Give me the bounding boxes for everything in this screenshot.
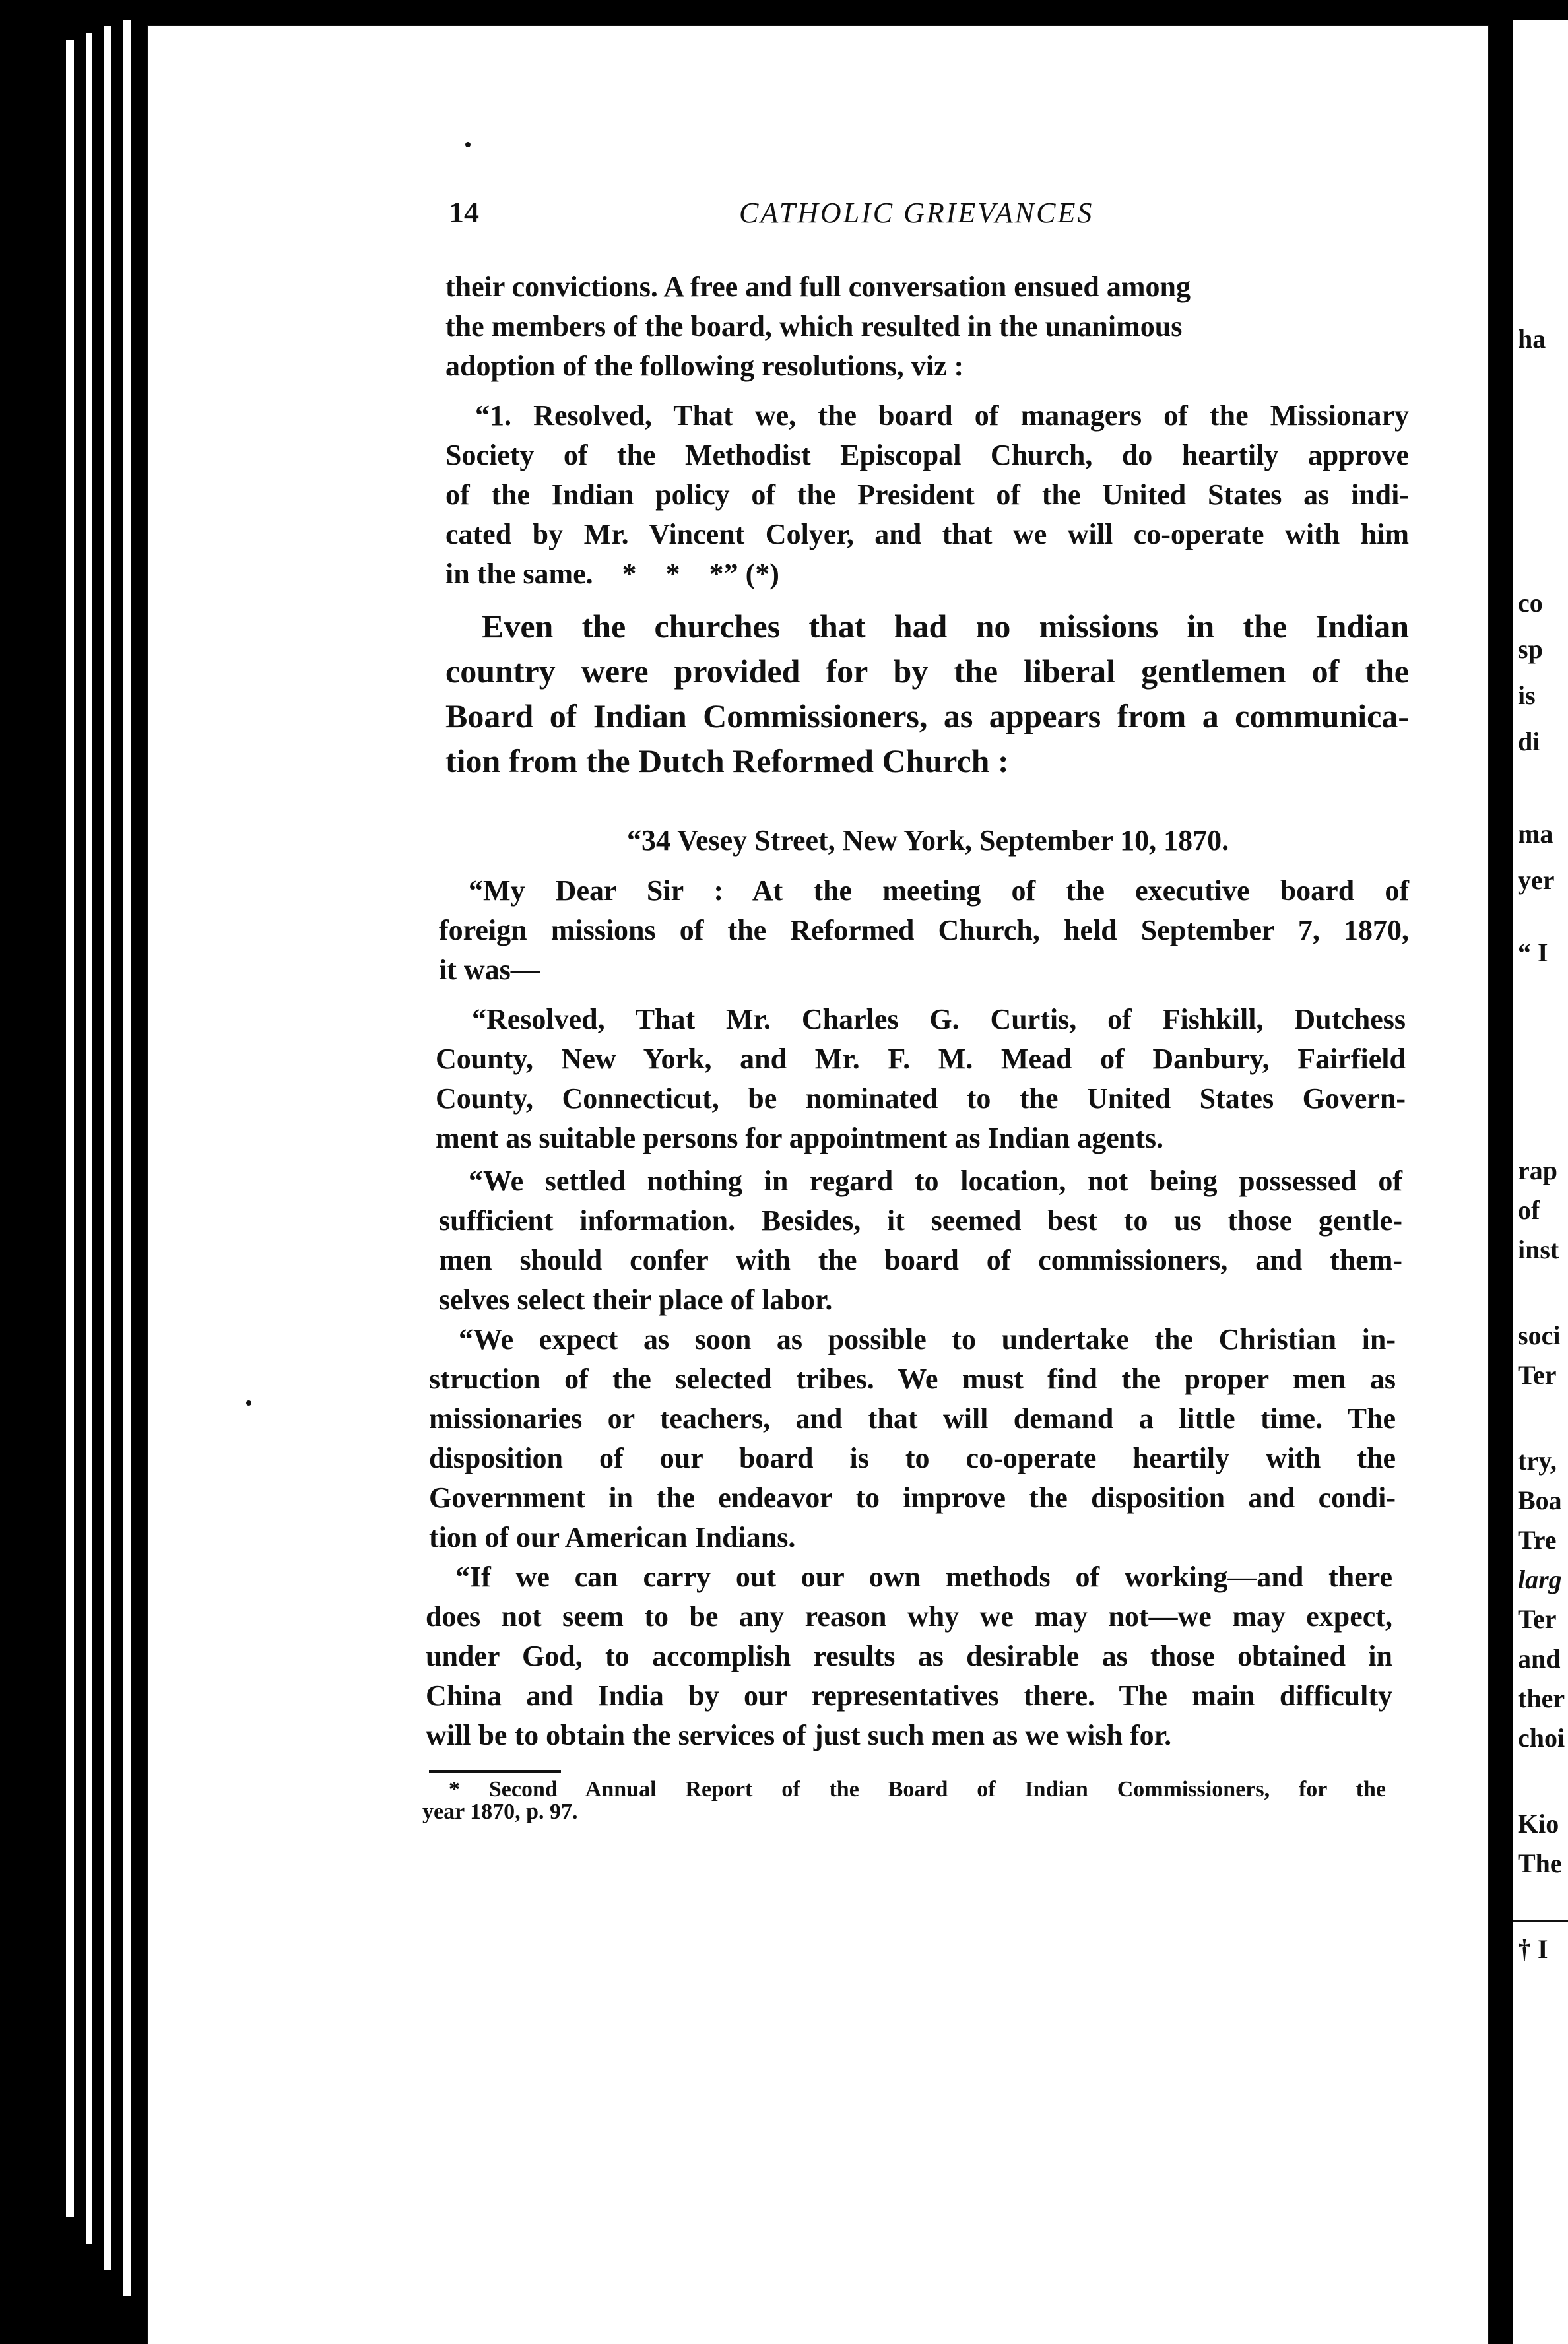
adjacent-page-fragment (1513, 20, 1568, 2344)
fragment-text: of (1518, 1195, 1540, 1225)
fragment-text: Boa (1518, 1485, 1562, 1515)
fragment-text: inst (1518, 1235, 1559, 1264)
text-line: Government in the endeavor to improve the disposition and condi- (429, 1481, 1396, 1514)
footnote-rule (1513, 1920, 1568, 1922)
fragment-text: ma (1518, 819, 1553, 849)
page-edge (66, 40, 74, 2217)
ink-speck (246, 1400, 251, 1406)
text-line: “My Dear Sir : At the meeting of the executive board of (469, 874, 1409, 907)
text-line: “1. Resolved, That we, the board of managers of the Missionary (475, 399, 1409, 432)
text-line: “Resolved, That Mr. Charles G. Curtis, of Fishkill, Dutchess (472, 1003, 1406, 1035)
running-head (0, 195, 1568, 234)
fragment-text: Kio (1518, 1809, 1559, 1839)
text-line: “We expect as soon as possible to undertake the Christian in- (459, 1323, 1396, 1355)
text-line: tion from the Dutch Reformed Church : (445, 742, 1009, 779)
footnote (422, 1778, 1386, 1823)
fragment-text: larg (1518, 1565, 1562, 1594)
fragment-text: and (1518, 1644, 1561, 1674)
page-number: 14 (449, 195, 479, 229)
paragraph (429, 1320, 1396, 1557)
footnote-line: * Second Annual Report of the Board of Indian Commissioners, for the (449, 1777, 1386, 1802)
fragment-text: soci (1518, 1320, 1561, 1350)
text-line: struction of the selected tribes. We must find the proper men as (429, 1363, 1396, 1395)
text-line: foreign missions of the Reformed Church, held September 7, 1870, (439, 914, 1409, 946)
fragment-text: ther (1518, 1683, 1565, 1713)
text-line: the members of the board, which resulted in the unanimous (445, 310, 1183, 342)
text-line: of the Indian policy of the President of the United States as indi- (445, 478, 1409, 511)
text-line: in the same. * * *” (*) (445, 558, 779, 590)
page-title: CATHOLIC GRIEVANCES (739, 197, 1094, 229)
paragraph (445, 396, 1409, 594)
fragment-text: try, (1518, 1446, 1557, 1476)
ink-speck (465, 142, 471, 147)
text-line: it was— (439, 954, 540, 986)
text-line: “If we can carry out our own methods of working—and there (455, 1561, 1392, 1593)
paragraph (445, 267, 1409, 386)
fragment-text: sp (1518, 634, 1543, 664)
text-line: under God, to accomplish results as desirable as those obtained in (426, 1640, 1392, 1672)
text-line: missionaries or teachers, and that will demand a little time. The (429, 1402, 1396, 1435)
text-line: will be to obtain the services of just such men as we wish for. (426, 1719, 1172, 1751)
text-line: country were provided for by the liberal gentlemen of the (445, 653, 1409, 690)
fragment-text: rap (1518, 1156, 1557, 1185)
text-line: ment as suitable persons for appointment as Indian agents. (436, 1122, 1164, 1154)
text-line: their convictions. A free and full conversation ensued among (445, 271, 1191, 303)
fragment-text: † I (1518, 1934, 1548, 1964)
fragment-text: The (1518, 1848, 1562, 1878)
text-line: selves select their place of labor. (439, 1284, 833, 1316)
text-line: Board of Indian Commissioners, as appears from a communica- (445, 698, 1409, 734)
paragraph (439, 1161, 1402, 1320)
fragment-text: is (1518, 680, 1536, 710)
page-edge (86, 33, 92, 2244)
fragment-text: Ter (1518, 1604, 1557, 1634)
page-edge (123, 20, 131, 2296)
footnote-line: year 1870, p. 97. (422, 1800, 578, 1824)
text-line: does not seem to be any reason why we may not—we may expect, (426, 1600, 1392, 1633)
fragment-text: “ I (1518, 938, 1548, 967)
paragraph (426, 1557, 1392, 1755)
text-line: China and India by our representatives there. The main difficulty (426, 1679, 1392, 1712)
text-line: Even the churches that had no missions in the Indian (482, 608, 1409, 645)
text-line: “We settled nothing in regard to location, not being possessed of (469, 1165, 1402, 1197)
page-edge (104, 26, 111, 2270)
text-line: disposition of our board is to co-operate heartily with the (429, 1442, 1396, 1474)
fragment-text: choi (1518, 1723, 1565, 1753)
text-line: adoption of the following resolutions, viz : (445, 350, 964, 382)
text-line: sufficient information. Besides, it seemed best to us those gentle- (439, 1204, 1402, 1237)
fragment-text: Tre (1518, 1525, 1557, 1555)
paragraph (439, 871, 1409, 990)
fragment-text: yer (1518, 865, 1555, 895)
text-line: County, New York, and Mr. F. M. Mead of Danbury, Fairfield (436, 1043, 1406, 1075)
text-line: County, Connecticut, be nominated to the United States Govern- (436, 1082, 1406, 1115)
fragment-text: ha (1518, 324, 1546, 354)
paragraph (436, 1000, 1406, 1158)
text-line: men should confer with the board of commissioners, and them- (439, 1244, 1402, 1276)
paragraph (445, 604, 1409, 783)
fragment-text: di (1518, 727, 1540, 756)
dateline: “34 Vesey Street, New York, September 10, 1870. (627, 824, 1229, 857)
text-line: Society of the Methodist Episcopal Church, do heartily approve (445, 439, 1409, 471)
fragment-text: co (1518, 588, 1543, 618)
fragment-text: Ter (1518, 1360, 1557, 1390)
footnote-rule (429, 1770, 561, 1773)
text-line: tion of our American Indians. (429, 1521, 796, 1553)
text-line: cated by Mr. Vincent Colyer, and that we will co-operate with him (445, 518, 1409, 550)
